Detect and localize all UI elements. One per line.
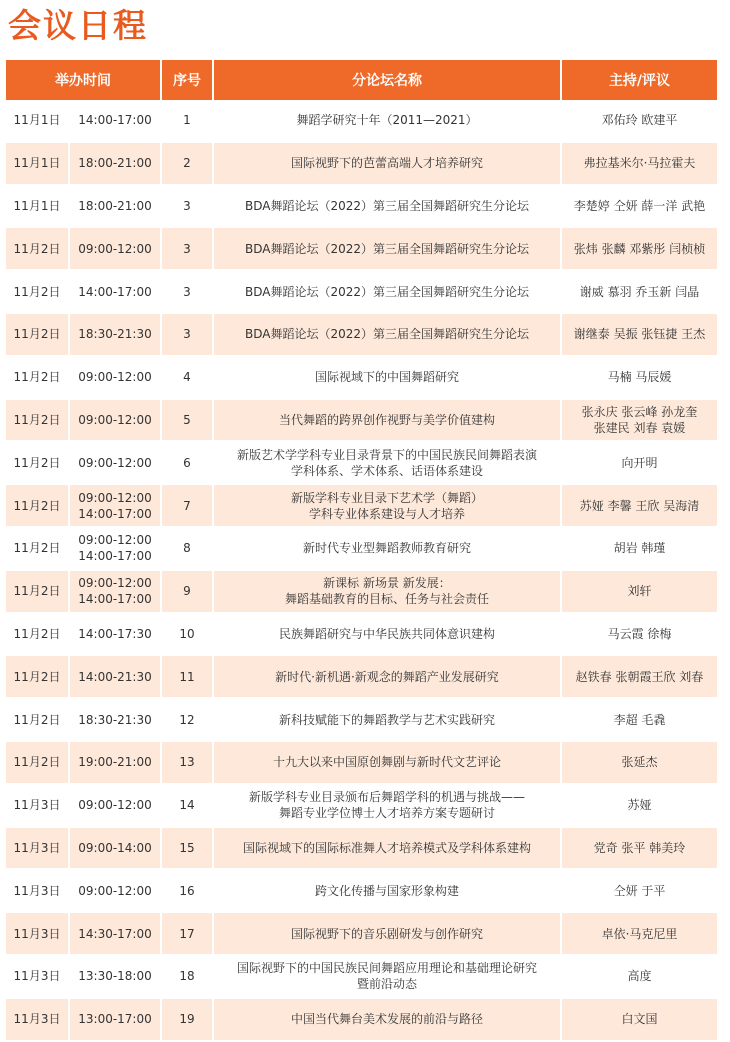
time-cell-line: 09:00-12:00 bbox=[78, 533, 152, 548]
host-cell-line: 卓依·马克尼里 bbox=[601, 926, 678, 941]
time-cell-line: 18:00-21:00 bbox=[78, 198, 152, 213]
date-cell: 11月1日 bbox=[6, 143, 70, 186]
forum-name-cell-line: 国际视域下的中国舞蹈研究 bbox=[314, 370, 459, 385]
forum-name-cell bbox=[214, 742, 562, 785]
time-cell bbox=[70, 186, 162, 229]
forum-name-cell bbox=[214, 999, 562, 1042]
time-cell bbox=[70, 614, 162, 657]
date-cell: 11月2日 bbox=[6, 528, 70, 571]
host-cell-line: 李楚婷 仝妍 薛一洋 武艳 bbox=[573, 198, 706, 213]
forum-name-cell bbox=[214, 656, 562, 699]
time-cell-line: 09:00-12:00 bbox=[78, 370, 152, 385]
table-row bbox=[6, 357, 717, 400]
forum-name-cell-line: BDA舞蹈论坛（2022）第三届全国舞蹈研究生分论坛 bbox=[244, 198, 529, 213]
time-cell bbox=[70, 999, 162, 1042]
date-cell: 11月3日 bbox=[6, 999, 70, 1042]
header-time: 举办时间 bbox=[6, 60, 162, 100]
date-cell: 11月2日 bbox=[6, 228, 70, 271]
time-cell-line: 14:00-17:00 bbox=[78, 113, 152, 128]
host-cell bbox=[562, 699, 717, 742]
time-cell-line: 14:00-17:00 bbox=[78, 549, 152, 564]
host-cell bbox=[562, 528, 717, 571]
forum-name-cell-line: 暨前沿动态 bbox=[356, 977, 417, 992]
time-cell-line: 13:00-17:00 bbox=[78, 1012, 152, 1027]
forum-name-cell-line: 当代舞蹈的跨界创作视野与美学价值建构 bbox=[278, 412, 495, 427]
date-cell: 11月2日 bbox=[6, 614, 70, 657]
table-row bbox=[6, 571, 717, 614]
number-cell: 3 bbox=[162, 314, 214, 357]
time-cell bbox=[70, 913, 162, 956]
number-cell: 4 bbox=[162, 357, 214, 400]
header-no: 序号 bbox=[162, 60, 214, 100]
forum-name-cell bbox=[214, 228, 562, 271]
number-cell: 5 bbox=[162, 400, 214, 443]
date-cell: 11月2日 bbox=[6, 442, 70, 485]
table-row bbox=[6, 870, 717, 913]
time-cell-line: 14:00-17:00 bbox=[78, 592, 152, 607]
time-cell bbox=[70, 271, 162, 314]
time-cell bbox=[70, 485, 162, 528]
time-cell-line: 09:00-12:00 bbox=[78, 241, 152, 256]
host-cell-line: 刘轩 bbox=[627, 584, 652, 599]
number-cell: 12 bbox=[162, 699, 214, 742]
forum-name-cell-line: 新版艺术学学科专业目录背景下的中国民族民间舞蹈表演 bbox=[236, 447, 537, 462]
host-cell-line: 弗拉基米尔·马拉霍夫 bbox=[583, 156, 696, 171]
forum-name-cell-line: 新课标 新场景 新发展： bbox=[323, 576, 451, 591]
number-cell: 1 bbox=[162, 100, 214, 143]
number-cell: 2 bbox=[162, 143, 214, 186]
forum-name-cell-line: 新版学科专业目录颁布后舞蹈学科的机遇与挑战—— bbox=[248, 790, 525, 805]
number-cell: 13 bbox=[162, 742, 214, 785]
number-cell: 16 bbox=[162, 870, 214, 913]
forum-name-cell-line: 学科体系、学术体系、话语体系建设 bbox=[290, 463, 483, 478]
time-cell bbox=[70, 100, 162, 143]
forum-name-cell-line: 新时代专业型舞蹈教师教育研究 bbox=[302, 541, 471, 556]
time-cell-line: 19:00-21:00 bbox=[78, 755, 152, 770]
table-row bbox=[6, 100, 717, 143]
time-cell-line: 09:00-12:00 bbox=[78, 883, 152, 898]
table-row bbox=[6, 442, 717, 485]
table-row bbox=[6, 913, 717, 956]
host-cell bbox=[562, 228, 717, 271]
host-cell bbox=[562, 485, 717, 528]
host-cell bbox=[562, 999, 717, 1042]
time-cell bbox=[70, 228, 162, 271]
host-cell-line: 赵铁春 张朝霞王欣 刘春 bbox=[575, 669, 704, 684]
time-cell-line: 14:30-17:00 bbox=[78, 926, 152, 941]
table-row bbox=[6, 956, 717, 999]
table-body bbox=[6, 100, 717, 1042]
time-cell-line: 09:00-14:00 bbox=[78, 840, 152, 855]
host-cell bbox=[562, 442, 717, 485]
host-cell-line: 高度 bbox=[627, 969, 652, 984]
forum-name-cell bbox=[214, 571, 562, 614]
host-cell-line: 仝妍 于平 bbox=[613, 883, 666, 898]
host-cell bbox=[562, 656, 717, 699]
header-host: 主持/评议 bbox=[562, 60, 717, 100]
host-cell bbox=[562, 828, 717, 871]
forum-name-cell-line: 中国当代舞台美术发展的前沿与路径 bbox=[290, 1012, 483, 1027]
time-cell bbox=[70, 742, 162, 785]
schedule-table bbox=[6, 60, 717, 1042]
time-cell bbox=[70, 785, 162, 828]
forum-name-cell-line: 新科技赋能下的舞蹈教学与艺术实践研究 bbox=[278, 712, 495, 727]
time-cell-line: 09:00-12:00 bbox=[78, 798, 152, 813]
forum-name-cell-line: 学科专业体系建设与人才培养 bbox=[308, 506, 465, 521]
forum-name-cell bbox=[214, 186, 562, 229]
forum-name-cell-line: 舞蹈学研究十年（2011—2021） bbox=[296, 113, 478, 128]
time-cell bbox=[70, 656, 162, 699]
table-row bbox=[6, 828, 717, 871]
date-cell: 11月2日 bbox=[6, 400, 70, 443]
time-cell-line: 18:30-21:30 bbox=[78, 712, 152, 727]
time-cell bbox=[70, 314, 162, 357]
date-cell: 11月3日 bbox=[6, 828, 70, 871]
forum-name-cell bbox=[214, 699, 562, 742]
table-row bbox=[6, 271, 717, 314]
time-cell bbox=[70, 143, 162, 186]
time-cell-line: 14:00-17:30 bbox=[78, 626, 152, 641]
table-row bbox=[6, 186, 717, 229]
forum-name-cell-line: 跨文化传播与国家形象构建 bbox=[314, 883, 459, 898]
time-cell-line: 13:30-18:00 bbox=[78, 969, 152, 984]
host-cell bbox=[562, 314, 717, 357]
forum-name-cell bbox=[214, 528, 562, 571]
date-cell: 11月1日 bbox=[6, 186, 70, 229]
forum-name-cell-line: 国际视野下的中国民族民间舞蹈应用理论和基础理论研究 bbox=[236, 961, 537, 976]
host-cell-line: 谢威 慕羽 乔玉新 闫晶 bbox=[579, 284, 700, 299]
number-cell: 7 bbox=[162, 485, 214, 528]
forum-name-cell bbox=[214, 442, 562, 485]
time-cell-line: 09:00-12:00 bbox=[78, 412, 152, 427]
time-cell-line: 18:30-21:30 bbox=[78, 327, 152, 342]
host-cell-line: 张延杰 bbox=[621, 755, 658, 770]
number-cell: 19 bbox=[162, 999, 214, 1042]
forum-name-cell bbox=[214, 400, 562, 443]
forum-name-cell-line: 十九大以来中国原创舞剧与新时代文艺评论 bbox=[272, 755, 501, 770]
date-cell: 11月2日 bbox=[6, 271, 70, 314]
host-cell-line: 张建民 刘春 袁媛 bbox=[593, 420, 686, 435]
forum-name-cell-line: 新时代·新机遇·新观念的舞蹈产业发展研究 bbox=[275, 669, 499, 684]
forum-name-cell bbox=[214, 271, 562, 314]
table-row bbox=[6, 785, 717, 828]
number-cell: 3 bbox=[162, 186, 214, 229]
time-cell bbox=[70, 828, 162, 871]
date-cell: 11月2日 bbox=[6, 656, 70, 699]
date-cell: 11月3日 bbox=[6, 785, 70, 828]
table-row bbox=[6, 400, 717, 443]
time-cell bbox=[70, 400, 162, 443]
time-cell-line: 09:00-12:00 bbox=[78, 490, 152, 505]
table-row bbox=[6, 999, 717, 1042]
date-cell: 11月2日 bbox=[6, 485, 70, 528]
time-cell bbox=[70, 442, 162, 485]
host-cell bbox=[562, 186, 717, 229]
host-cell bbox=[562, 400, 717, 443]
number-cell: 3 bbox=[162, 228, 214, 271]
host-cell-line: 向开明 bbox=[621, 455, 658, 470]
number-cell: 6 bbox=[162, 442, 214, 485]
host-cell-line: 马云霞 徐梅 bbox=[607, 626, 672, 641]
forum-name-cell-line: 国际视野下的芭蕾高端人才培养研究 bbox=[290, 156, 483, 171]
host-cell bbox=[562, 956, 717, 999]
date-cell: 11月2日 bbox=[6, 742, 70, 785]
host-cell bbox=[562, 571, 717, 614]
number-cell: 3 bbox=[162, 271, 214, 314]
time-cell-line: 18:00-21:00 bbox=[78, 156, 152, 171]
forum-name-cell-line: 新版学科专业目录下艺术学（舞蹈） bbox=[290, 490, 483, 505]
table-row bbox=[6, 143, 717, 186]
forum-name-cell bbox=[214, 785, 562, 828]
host-cell-line: 马楠 马辰媛 bbox=[607, 370, 672, 385]
date-cell: 11月3日 bbox=[6, 956, 70, 999]
host-cell-line: 苏娅 李馨 王欣 吴海清 bbox=[579, 498, 700, 513]
time-cell-line: 09:00-12:00 bbox=[78, 576, 152, 591]
date-cell: 11月2日 bbox=[6, 571, 70, 614]
number-cell: 8 bbox=[162, 528, 214, 571]
host-cell-line: 李超 毛毳 bbox=[613, 712, 666, 727]
time-cell bbox=[70, 357, 162, 400]
table-row bbox=[6, 528, 717, 571]
date-cell: 11月2日 bbox=[6, 357, 70, 400]
date-cell: 11月3日 bbox=[6, 870, 70, 913]
host-cell-line: 胡岩 韩瑾 bbox=[613, 541, 666, 556]
time-cell bbox=[70, 571, 162, 614]
host-cell-line: 邓佑玲 欧建平 bbox=[601, 113, 678, 128]
forum-name-cell bbox=[214, 828, 562, 871]
table-row bbox=[6, 656, 717, 699]
number-cell: 18 bbox=[162, 956, 214, 999]
host-cell-line: 张永庆 张云峰 孙龙奎 bbox=[581, 404, 698, 419]
host-cell bbox=[562, 742, 717, 785]
header-name: 分论坛名称 bbox=[214, 60, 562, 100]
number-cell: 10 bbox=[162, 614, 214, 657]
time-cell bbox=[70, 956, 162, 999]
table-row bbox=[6, 314, 717, 357]
date-cell: 11月3日 bbox=[6, 913, 70, 956]
time-cell-line: 09:00-12:00 bbox=[78, 455, 152, 470]
forum-name-cell-line: BDA舞蹈论坛（2022）第三届全国舞蹈研究生分论坛 bbox=[244, 241, 529, 256]
time-cell-line: 14:00-21:30 bbox=[78, 669, 152, 684]
host-cell-line: 白文国 bbox=[621, 1012, 658, 1027]
host-cell-line: 苏娅 bbox=[627, 798, 652, 813]
host-cell bbox=[562, 143, 717, 186]
table-row bbox=[6, 742, 717, 785]
host-cell-line: 谢继泰 吴振 张钰捷 王杰 bbox=[573, 327, 706, 342]
host-cell bbox=[562, 100, 717, 143]
host-cell bbox=[562, 913, 717, 956]
host-cell bbox=[562, 357, 717, 400]
forum-name-cell bbox=[214, 485, 562, 528]
table-header-row bbox=[6, 60, 717, 100]
forum-name-cell-line: BDA舞蹈论坛（2022）第三届全国舞蹈研究生分论坛 bbox=[244, 284, 529, 299]
time-cell bbox=[70, 699, 162, 742]
time-cell bbox=[70, 528, 162, 571]
forum-name-cell bbox=[214, 143, 562, 186]
forum-name-cell bbox=[214, 614, 562, 657]
forum-name-cell-line: BDA舞蹈论坛（2022）第三届全国舞蹈研究生分论坛 bbox=[244, 327, 529, 342]
forum-name-cell bbox=[214, 357, 562, 400]
host-cell bbox=[562, 614, 717, 657]
host-cell bbox=[562, 271, 717, 314]
date-cell: 11月2日 bbox=[6, 314, 70, 357]
forum-name-cell bbox=[214, 913, 562, 956]
forum-name-cell-line: 舞蹈基础教育的目标、任务与社会责任 bbox=[284, 592, 489, 607]
table-row bbox=[6, 699, 717, 742]
table-row bbox=[6, 485, 717, 528]
forum-name-cell bbox=[214, 956, 562, 999]
number-cell: 9 bbox=[162, 571, 214, 614]
forum-name-cell-line: 舞蹈专业学位博士人才培养方案专题研讨 bbox=[278, 806, 495, 821]
host-cell bbox=[562, 870, 717, 913]
forum-name-cell bbox=[214, 870, 562, 913]
time-cell-line: 14:00-17:00 bbox=[78, 284, 152, 299]
host-cell bbox=[562, 785, 717, 828]
host-cell-line: 张炜 张麟 邓紫彤 闫桢桢 bbox=[573, 241, 706, 256]
host-cell-line: 党奇 张平 韩美玲 bbox=[593, 840, 686, 855]
number-cell: 14 bbox=[162, 785, 214, 828]
forum-name-cell-line: 民族舞蹈研究与中华民族共同体意识建构 bbox=[278, 626, 495, 641]
table-row bbox=[6, 228, 717, 271]
date-cell: 11月2日 bbox=[6, 699, 70, 742]
forum-name-cell bbox=[214, 100, 562, 143]
date-cell: 11月1日 bbox=[6, 100, 70, 143]
page-title: 会议日程 bbox=[8, 6, 148, 45]
time-cell-line: 14:00-17:00 bbox=[78, 506, 152, 521]
forum-name-cell bbox=[214, 314, 562, 357]
number-cell: 15 bbox=[162, 828, 214, 871]
forum-name-cell-line: 国际视野下的音乐剧研发与创作研究 bbox=[290, 926, 483, 941]
table-row bbox=[6, 614, 717, 657]
number-cell: 17 bbox=[162, 913, 214, 956]
number-cell: 11 bbox=[162, 656, 214, 699]
time-cell bbox=[70, 870, 162, 913]
forum-name-cell-line: 国际视域下的国际标准舞人才培养模式及学科体系建构 bbox=[242, 840, 531, 855]
